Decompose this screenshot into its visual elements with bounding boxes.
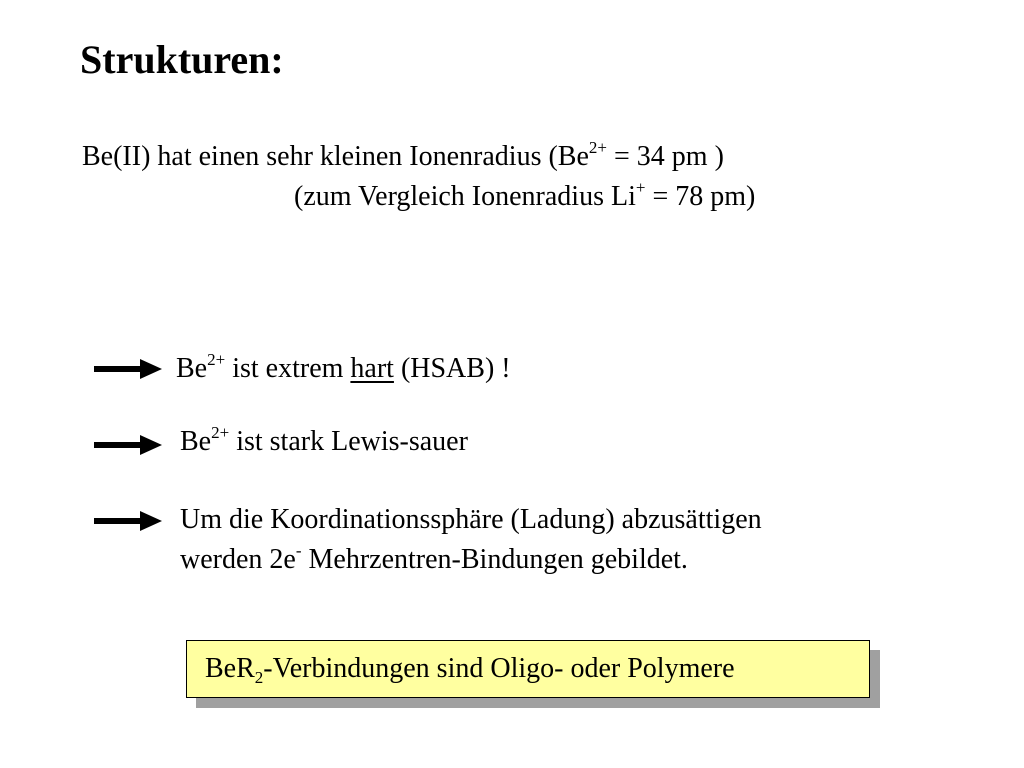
intro-line-1 — [82, 140, 724, 174]
bullet-text: ist extrem — [225, 353, 351, 384]
charge-superscript: 2+ — [207, 350, 226, 369]
slide-title: Strukturen: — [80, 37, 284, 82]
bullet-text: Be — [180, 426, 212, 457]
bullet-text-end: Mehrzentren-Bindungen gebildet. — [301, 544, 688, 575]
arrow-right-icon — [94, 358, 164, 380]
intro-text-end: = 34 pm ) — [607, 141, 724, 172]
intro-text: Be(II) hat einen sehr kleinen Ionenradius (Be — [82, 141, 589, 172]
bullet-3-line-1: Um die Koordinationssphäre (Ladung) abzusättigen — [180, 504, 762, 535]
bullet-text: Be — [176, 353, 208, 384]
bullet-3-line-2 — [180, 543, 688, 577]
bullet-1 — [176, 352, 511, 386]
charge-superscript: 2+ — [211, 423, 230, 442]
bullet-text: werden 2e — [180, 544, 296, 575]
comparison-text: (zum Vergleich Ionenradius Li — [294, 181, 636, 212]
bullet-text-end: ist stark Lewis-sauer — [229, 426, 468, 457]
comparison-text-end: = 78 pm) — [645, 181, 756, 212]
intro-line-2 — [294, 180, 755, 214]
callout-text-end: -Verbindungen sind Oligo- oder Polymere — [263, 653, 735, 684]
charge-superscript: + — [635, 178, 646, 197]
subscript: 2 — [254, 668, 264, 687]
arrow-right-icon — [94, 510, 164, 532]
bullet-2 — [180, 425, 468, 459]
bullet-text-end: (HSAB) ! — [393, 353, 511, 384]
callout-text: BeR — [205, 653, 255, 684]
charge-superscript: 2+ — [588, 138, 608, 157]
underlined-word: hart — [350, 353, 394, 384]
arrow-right-icon — [94, 434, 164, 456]
charge-superscript: - — [295, 541, 302, 560]
callout-box — [186, 640, 870, 698]
